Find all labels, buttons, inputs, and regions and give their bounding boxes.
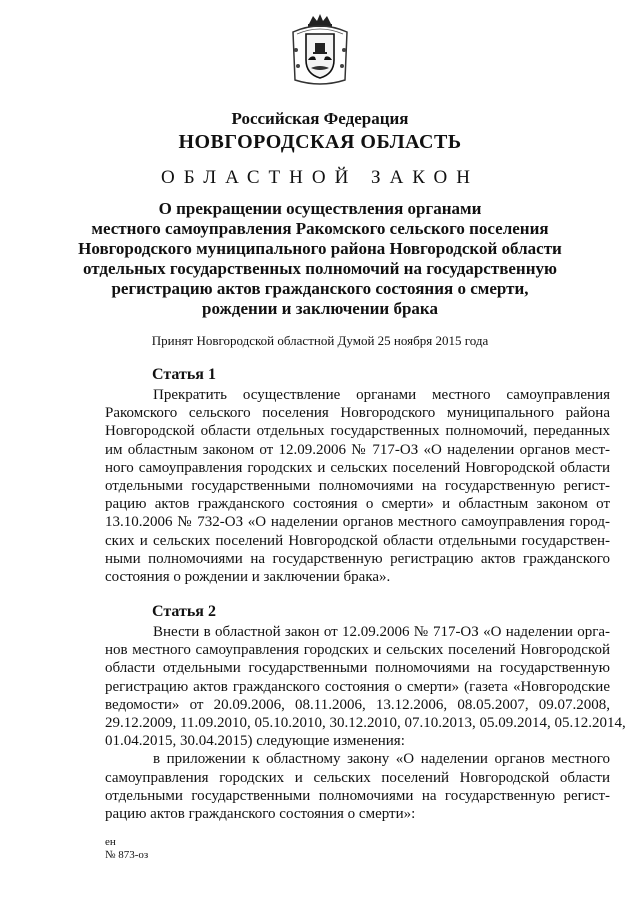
text-line: 13.10.2006 № 732-ОЗ «О наделении органов местного самоуправления город-	[105, 514, 610, 531]
document-type-heading: ОБЛАСТНОЙ ЗАКОН	[161, 167, 479, 188]
text-line: нов местного самоуправления городских и сельских поселений Новгородской	[105, 642, 610, 659]
text-line: регистрацию актов гражданского состояния о смерти» (газета «Новгородские	[105, 678, 610, 695]
text-line: состояния о рождении и заключении брака».	[105, 568, 391, 585]
article-1-heading: Статья 1	[152, 366, 216, 383]
law-title	[0, 199, 640, 319]
text-line: самоуправления городских и сельских поселений Новгородской области	[105, 769, 610, 786]
text-line: ских и сельских поселений Новгородской области отдельными государствен-	[105, 532, 610, 549]
coat-of-arms-icon	[287, 10, 353, 90]
text-line: 01.04.2015, 30.04.2015) следующие изменения:	[105, 733, 405, 750]
text-line: рацию актов гражданского состояния о смерти» и областным законом от	[105, 496, 610, 513]
text-line: в приложении к областному закону «О наделении органов местного	[153, 751, 610, 768]
title-line: местного самоуправления Ракомского сельского поселения	[91, 219, 549, 238]
text-line: Прекратить осуществление органами местного самоуправления	[153, 387, 610, 403]
text-line: отдельными государственными полномочиями на государственную регист-	[105, 477, 610, 494]
text-line: Внести в областной закон от 12.09.2006 № 717-ОЗ «О наделении орга-	[153, 624, 610, 640]
document-number: № 873-оз	[105, 849, 149, 861]
text-line: Ракомского сельского поселения Новгородского муниципального района	[105, 405, 610, 422]
article-2-body	[105, 623, 626, 823]
title-line: регистрацию актов гражданского состояния о смерти,	[111, 279, 529, 298]
text-line: ными полномочиями на государственную регистрацию актов гражданского	[105, 550, 610, 567]
text-line: области отдельными государственными полномочиями на государственную	[105, 660, 610, 677]
title-line: О прекращении осуществления органами	[158, 199, 482, 218]
article-2-heading: Статья 2	[152, 603, 216, 620]
title-line: Новгородского муниципального района Новгородской области	[78, 239, 562, 258]
document-footer	[105, 836, 148, 862]
article-1-body	[105, 386, 610, 586]
adoption-note: Принят Новгородской областной Думой 25 ноября 2015 года	[151, 333, 489, 348]
text-line: Новгородской области отдельных государственных полномочий, переданных	[105, 423, 610, 440]
text-line: 29.12.2009, 11.09.2010, 05.10.2010, 30.12.2010, 07.10.2013, 05.09.2014, 05.12.2014,	[105, 714, 626, 731]
text-line: ного самоуправления городских и сельских поселений Новгородской области	[105, 459, 610, 476]
text-line: ведомости» от 20.09.2006, 08.11.2006, 13.12.2006, 08.05.2007, 09.07.2008,	[105, 696, 610, 713]
country-heading: Российская Федерация	[231, 109, 409, 128]
title-line: отдельных государственных полномочий на государственную	[83, 259, 557, 278]
text-line: рацию актов гражданского состояния о смерти»:	[105, 805, 416, 822]
region-heading: НОВГОРОДСКАЯ ОБЛАСТЬ	[178, 131, 462, 153]
text-line: отдельными государственными полномочиями на государственную регист-	[105, 787, 610, 804]
author-initials: ен	[105, 836, 116, 848]
title-line: рождении и заключении брака	[202, 299, 438, 318]
text-line: им областным законом от 12.09.2006 № 717-ОЗ «О наделении органов мест-	[105, 441, 610, 458]
